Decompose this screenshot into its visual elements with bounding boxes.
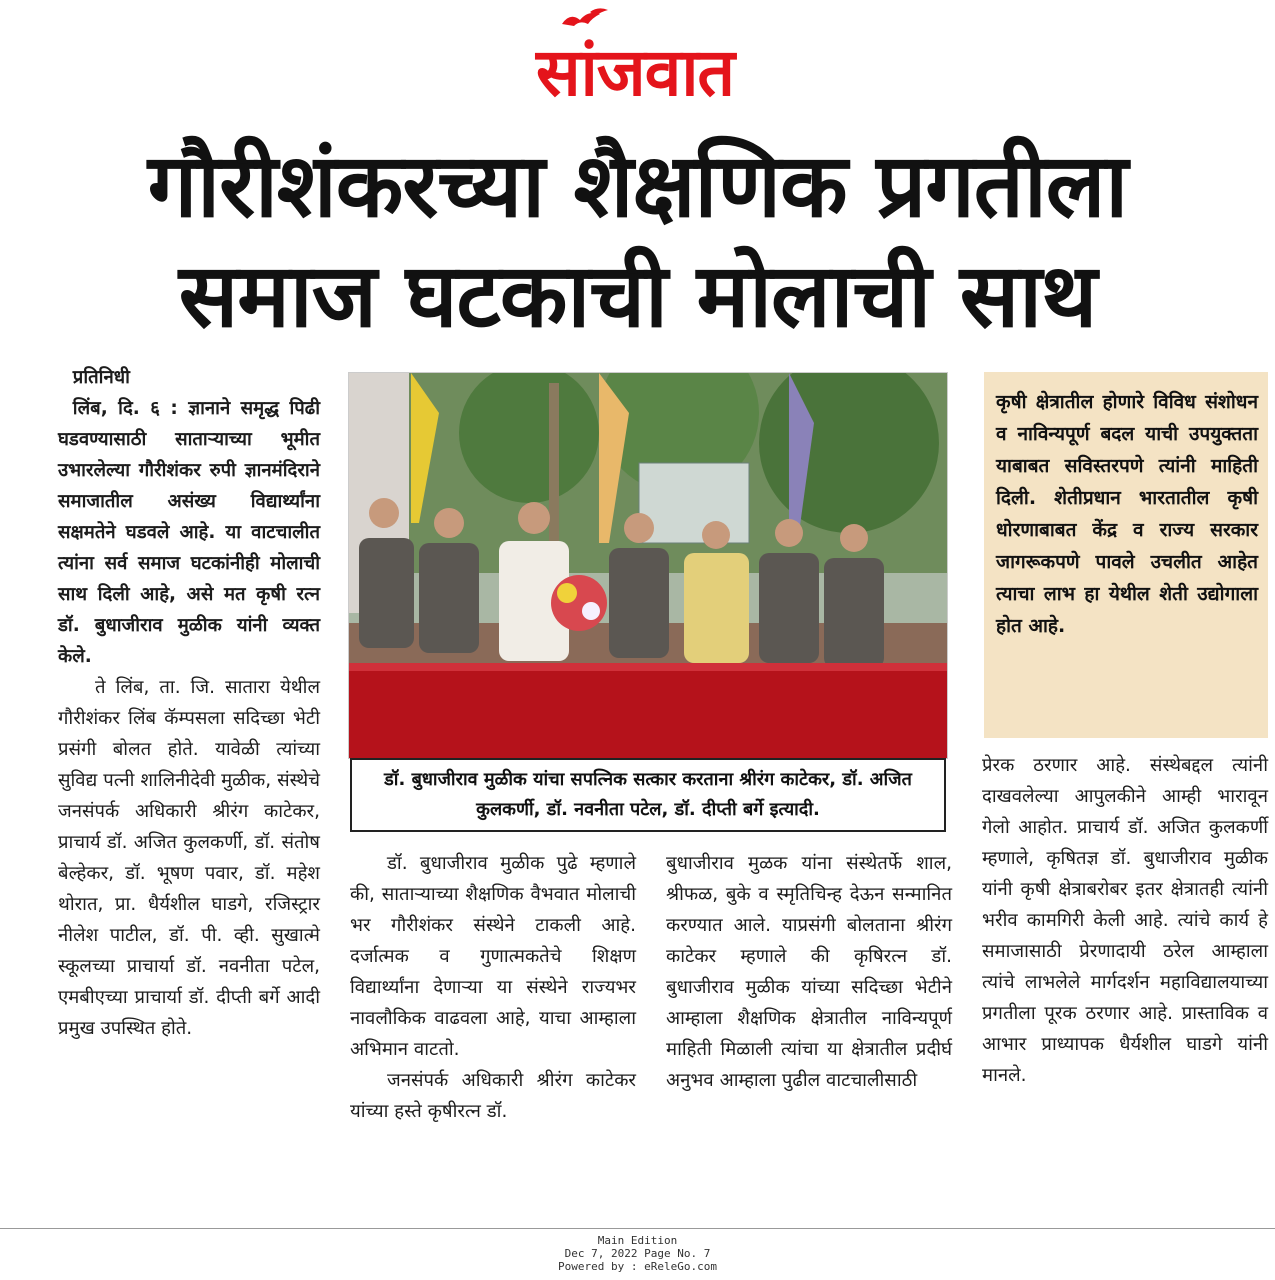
article-paragraph: लिंब, दि. ६ : ज्ञानाने समृद्ध पिढी घडवण्यासाठी साताऱ्याच्या भूमीत उभारलेल्या गौरीशंकर रुपी ज्ञानमंदिराने समाजातील असंख्य विद्यार्थ्यांना सक्षमतेने घडवले आहे. या वाटचालीत त्यांना सर्व समाज घटकांनीही मोलाची साथ दिली आहे, असे मत कृषी रत्न डॉ. बुधाजीराव मुळीक यांनी व्यक्त केले. — [58, 398, 320, 667]
newspaper-logo: सांजवात — [535, 34, 735, 111]
event-photo-illustration — [349, 373, 947, 758]
article-column-2 — [350, 848, 636, 1127]
article-column-4 — [982, 750, 1268, 1091]
footer-edition: Main Edition — [597, 1234, 678, 1247]
article-paragraph: जनसंपर्क अधिकारी श्रीरंग काटेकर यांच्या हस्ते कृषीरत्न डॉ. — [350, 1070, 636, 1122]
footer-date-page: Dec 7, 2022 Page No. 7 — [564, 1247, 711, 1260]
footer-divider — [0, 1228, 1275, 1229]
article-paragraph: ते लिंब, ता. जि. सातारा येथील गौरीशंकर लिंब कॅम्पसला सदिच्छा भेटी प्रसंगी बोलत होते. यावेळी त्यांच्या सुविद्य पत्नी शालिनीदेवी मुळीक, संस्थेचे जनसंपर्क अधिकारी श्रीरंग काटेकर, प्राचार्य डॉ. अजित कुलकर्णी, डॉ. संतोष बेल्हेकर, डॉ. भूषण पवार, डॉ. महेश थोरात, प्रा. धैर्यशील घाडगे, रजिस्ट्रार नीलेश पाटील, डॉ. पी. व्ही. सुखात्मे स्कूलच्या प्राचार्या डॉ. नवनीता पटेल, एमबीएच्या प्राचार्या डॉ. दीप्ती बर्गे आदी प्रमुख उपस्थित होते. — [58, 677, 320, 1039]
article-paragraph: प्रेरक ठरणार आहे. संस्थेबद्दल त्यांनी दाखवलेल्या आपुलकीने आम्ही भारावून गेलो आहोत. प्राचार्य डॉ. अजित कुलकर्णी म्हणाले, कृषितज्ञ डॉ. बुधाजीराव मुळीक यांनी कृषी क्षेत्राबरोबर इतर क्षेत्रातही त्यांनी भरीव कामगिरी केली आहे. त्यांचे कार्य हे समाजासाठी प्रेरणादायी ठरेल आम्हाला त्यांचे लाभलेले मार्गदर्शन महाविद्यालयाच्या प्रगतीला पूरक ठरणार आहे. प्रास्ताविक व आभार प्राध्यापक धैर्यशील घाडगे यांनी मानले. — [982, 755, 1268, 1086]
pull-quote: कृषी क्षेत्रातील होणारे विविध संशोधन व नाविन्यपूर्ण बदल याची उपयुक्तता याबाबत सविस्तरपणे त्यांनी माहिती दिली. शेतीप्रधान भारतातील कृषी धोरणाबाबत केंद्र व राज्य सरकार जागरूकपणे पावले उचलीत आहेत त्याचा लाभ हा येथील शेती उद्योगाला होत आहे. — [984, 372, 1268, 738]
byline: प्रतिनिधी — [72, 367, 130, 388]
footer — [0, 1234, 1275, 1273]
headline-line-1: गौरीशंकरच्या शैक्षणिक प्रगतीला — [147, 134, 1128, 237]
photo-caption: डॉ. बुधाजीराव मुळीक यांचा सपत्निक सत्कार करताना श्रीरंग काटेकर, डॉ. अजित कुलकर्णी, डॉ. नवनीता पटेल, डॉ. दीप्ती बर्गे इत्यादी. — [350, 758, 946, 832]
article-paragraph: डॉ. बुधाजीराव मुळीक पुढे म्हणाले की, साताऱ्याच्या शैक्षणिक वैभवात मोलाची भर गौरीशंकर संस्थेने टाकली आहे. दर्जात्मक व गुणात्मकतेचे शिक्षण विद्यार्थ्यांना देणाऱ्या या संस्थेने राज्यभर नावलौकिक वाढवला आहे, याचा आम्हाला अभिमान वाटतो. — [350, 853, 636, 1060]
article-paragraph: बुधाजीराव मुळक यांना संस्थेतर्फे शाल, श्रीफळ, बुके व स्मृतिचिन्ह देऊन सन्मानित करण्यात आले. याप्रसंगी बोलताना श्रीरंग काटेकर म्हणाले की कृषिरत्न डॉ. बुधाजीराव मुळीक यांच्या सदिच्छा भेटीने आम्हाला शैक्षणिक क्षेत्रातील नाविन्यपूर्ण माहिती मिळाली त्यांचा या क्षेत्रातील प्रदीर्घ अनुभव आम्हाला पुढील वाटचालीसाठी — [666, 853, 952, 1091]
headline-line-2: समाज घटकाची मोलाची साथ — [178, 244, 1097, 347]
masthead — [0, 0, 1275, 120]
article-column-1 — [58, 362, 320, 1044]
event-photo — [348, 372, 948, 759]
article-column-3 — [666, 848, 952, 1096]
footer-powered-by-link[interactable]: Powered by : eReleGo.com — [558, 1260, 717, 1273]
